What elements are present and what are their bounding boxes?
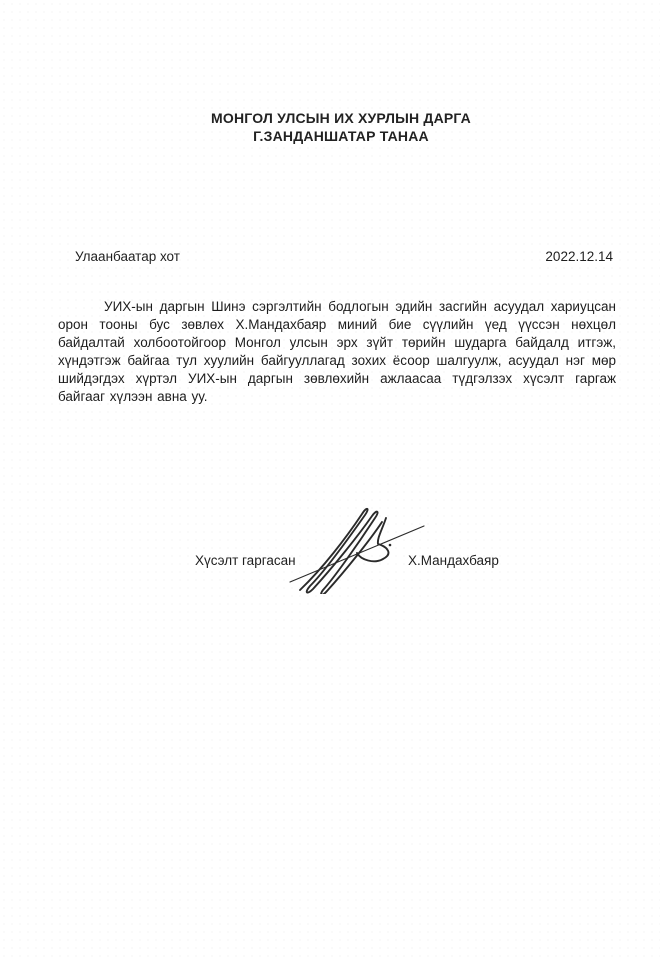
signature-caption: Хүсэлт гаргасан xyxy=(195,553,296,568)
date-label: 2022.12.14 xyxy=(545,249,613,264)
recipient-block xyxy=(0,109,660,145)
signatory-name: Х.Мандахбаяр xyxy=(408,553,499,568)
recipient-line-2: Г.ЗАНДАНШАТАР ТАНАА xyxy=(253,128,429,144)
city-label: Улаанбаатар хот xyxy=(75,249,180,264)
dateline xyxy=(75,249,613,264)
recipient-line-1: МОНГОЛ УЛСЫН ИХ ХУРЛЫН ДАРГА xyxy=(211,110,471,126)
signature-scribble-icon xyxy=(278,498,430,594)
signature-ink-dot xyxy=(389,544,392,547)
letter-body-paragraph: УИХ-ын даргын Шинэ сэргэлтийн бодлогын эдийн засгийн асуудал хариуцсан орон тооны бус зөвлөх Х.Мандахбаяр миний бие сүүлийн үед үүссэн нөхцөл байдалтай холбоотойгоор Монгол улсын эрх зүйт төрийн шударга байдалд итгэж, хүндэтгэж байгаа тул хуулийн байгууллагад зохих ёсоор шалгуулж, асуудал нэг мөр шийдэгдэх хүртэл УИХ-ын даргын зөвлөхийн ажлаасаа түдгэлзэх хүсэлт гаргаж байгааг хүлээн авна уу. xyxy=(58,299,616,404)
signature-main-stroke xyxy=(300,509,382,594)
